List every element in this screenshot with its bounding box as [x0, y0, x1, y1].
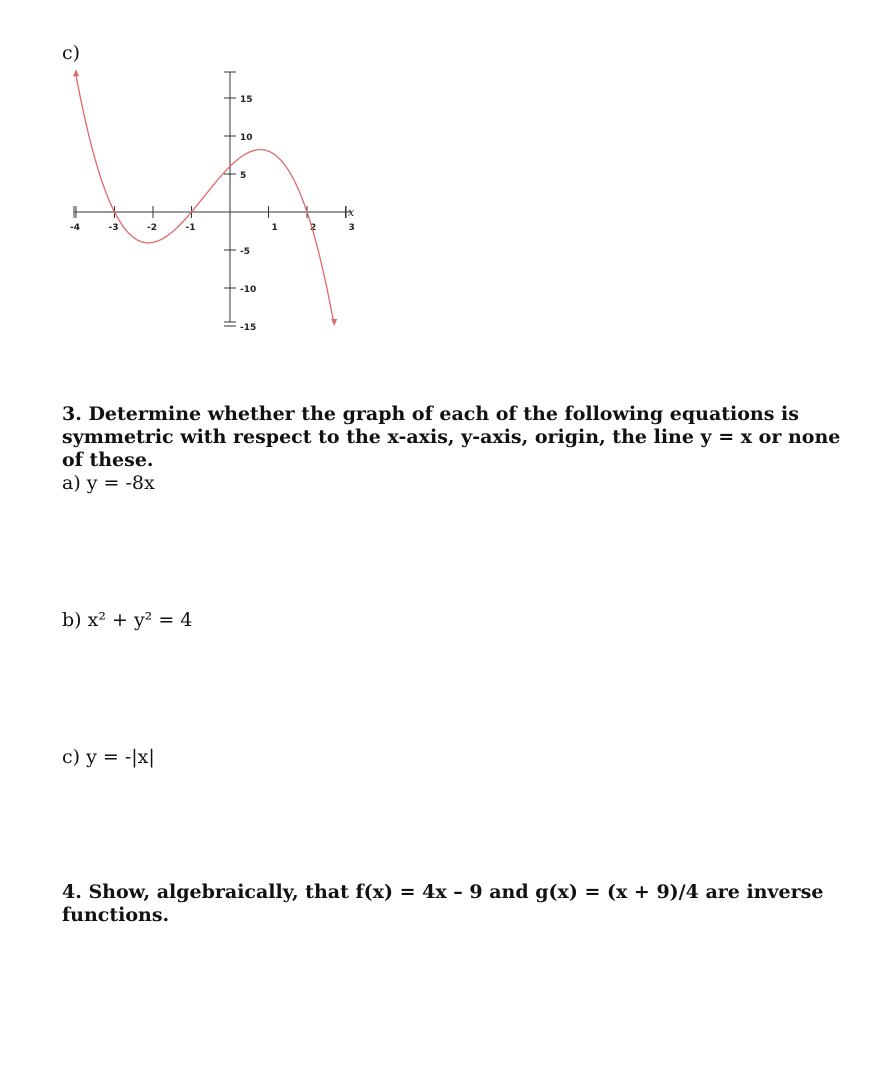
y-tick-label: -15: [240, 323, 257, 333]
cubic-graph: [56, 60, 356, 340]
curve-arrow-down: [331, 319, 337, 326]
x-tick-label: -2: [147, 223, 157, 233]
question-3b: b) x² + y² = 4: [62, 609, 193, 631]
x-tick-label: 3: [348, 223, 355, 233]
x-axis-label: x: [348, 206, 355, 219]
x-tick-label: 1: [271, 223, 278, 233]
question-4-prompt: 4. Show, algebraically, that f(x) = 4x – 9 and g(x) = (x + 9)/4 are inverse functions.: [62, 881, 824, 926]
y-tick-label: -10: [240, 285, 257, 295]
x-tick-label: 2: [310, 223, 317, 233]
question-3-prompt: 3. Determine whether the graph of each of the following equations is symmetric with respect to the x-axis, y-axis, origin, the line y = x or none of these.: [62, 403, 841, 471]
y-tick-label: 15: [240, 95, 253, 105]
y-tick-label: 5: [240, 171, 247, 181]
part-c-label: c): [62, 42, 81, 64]
x-tick-label: -1: [185, 223, 196, 233]
question-3c: c) y = -|x|: [62, 746, 155, 768]
y-tick-label: 10: [240, 133, 253, 143]
curve-arrow-up: [73, 69, 79, 76]
x-tick-label: -3: [108, 223, 119, 233]
question-3a: a) y = -8x: [62, 472, 155, 494]
cubic-curve: [76, 75, 333, 320]
x-tick-label: -4: [70, 223, 80, 233]
y-tick-label: -5: [240, 247, 250, 257]
